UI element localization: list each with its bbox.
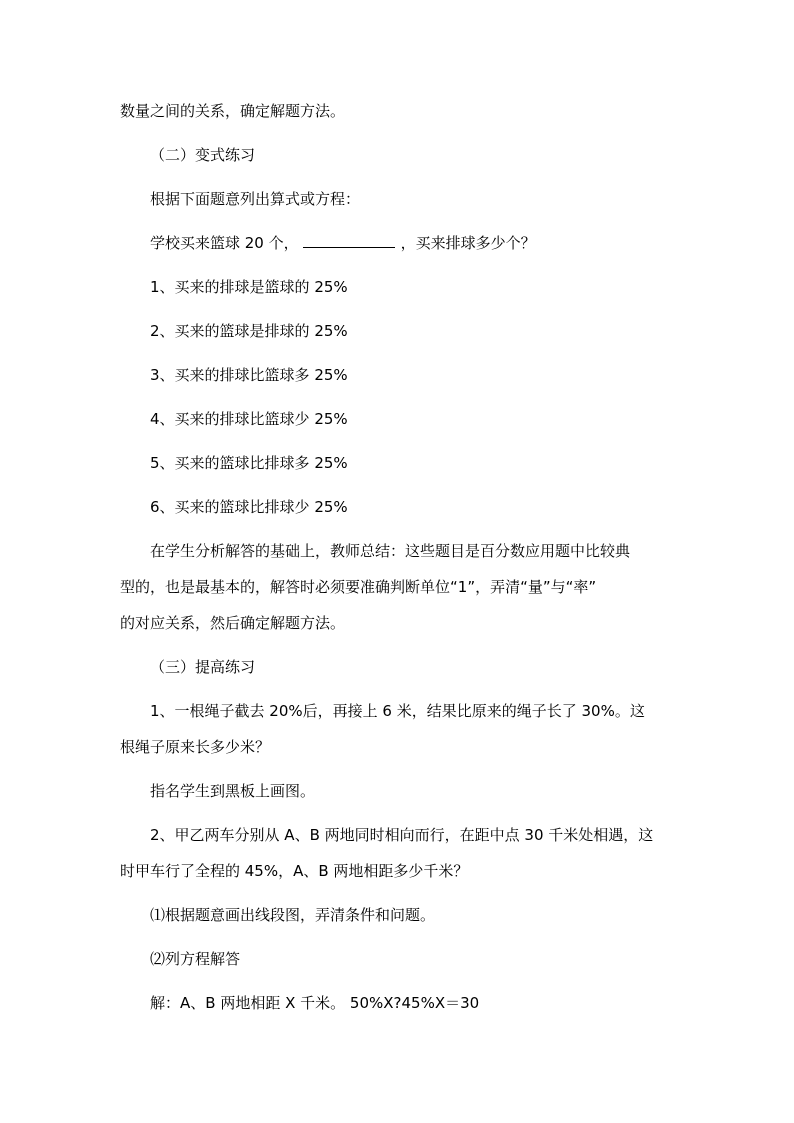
step-1: ⑴根据题意画出线段图，弄清条件和问题。 xyxy=(150,906,436,924)
question-with-blank xyxy=(150,233,710,253)
list-item: 6、买来的篮球比排球少 25% xyxy=(150,498,348,516)
section-heading-advanced-practice: （三）提高练习 xyxy=(150,658,256,676)
problem-1-line-2: 根绳子原来长多少米？ xyxy=(120,738,271,756)
instruction-text: 根据下面题意列出算式或方程： xyxy=(150,190,361,208)
summary-line-3: 的对应关系，然后确定解题方法。 xyxy=(120,614,346,632)
fill-in-blank xyxy=(303,233,395,248)
list-item: 4、买来的排球比篮球少 25% xyxy=(150,410,348,428)
list-item: 5、买来的篮球比排球多 25% xyxy=(150,454,348,472)
problem-2-line-1: 2、甲乙两车分别从 A、B 两地同时相向而行，在距中点 30 千米处相遇，这 xyxy=(150,826,654,844)
solution-line: 解：A、B 两地相距 X 千米。 50%X?45%X＝30 xyxy=(150,994,480,1012)
question-prefix: 学校买来篮球 20 个， xyxy=(150,234,299,252)
list-item: 3、买来的排球比篮球多 25% xyxy=(150,366,348,384)
teacher-note: 指名学生到黑板上画图。 xyxy=(150,782,316,800)
list-item: 2、买来的篮球是排球的 25% xyxy=(150,322,348,340)
summary-line-1: 在学生分析解答的基础上，教师总结：这些题目是百分数应用题中比较典 xyxy=(150,542,631,560)
summary-line-2: 型的，也是最基本的，解答时必须要准确判断单位“1”，弄清“量”与“率” xyxy=(120,578,597,596)
problem-2-line-2: 时甲车行了全程的 45%，A、B 两地相距多少千米？ xyxy=(120,862,469,880)
step-2: ⑵列方程解答 xyxy=(150,950,241,968)
paragraph-continuation: 数量之间的关系，确定解题方法。 xyxy=(120,102,346,120)
question-suffix: ，买来排球多少个？ xyxy=(400,234,536,252)
problem-1-line-1: 1、一根绳子截去 20%后，再接上 6 米，结果比原来的绳子长了 30%。这 xyxy=(150,702,645,720)
section-heading-variation-practice: （二）变式练习 xyxy=(150,146,256,164)
list-item: 1、买来的排球是篮球的 25% xyxy=(150,278,348,296)
